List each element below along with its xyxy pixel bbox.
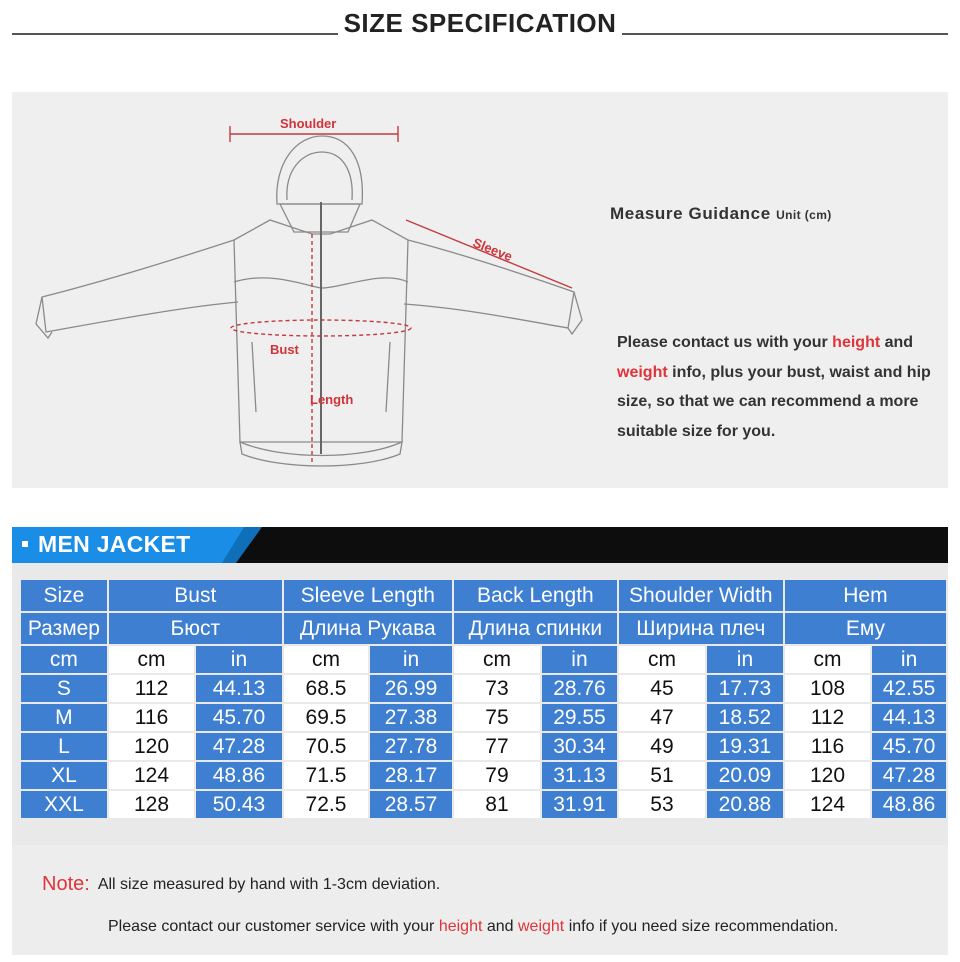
table-cell: 73 [453,674,541,703]
table-cell: 108 [784,674,871,703]
page-title: SIZE SPECIFICATION [338,8,623,38]
note-label: Note: [42,873,90,895]
table-cell: 45.70 [871,732,947,761]
size-cell: L [20,732,108,761]
col-header-hem-ru: Ему [784,612,947,645]
hood-inner [287,152,352,200]
table-cell: 28.17 [369,761,453,790]
col-header-size: Size [20,579,108,612]
men-jacket-banner [12,527,948,563]
table-cell: 29.55 [541,703,618,732]
table-cell: 27.78 [369,732,453,761]
table-cell: 30.34 [541,732,618,761]
table-cell: 72.5 [283,790,369,819]
unit-cell: in [706,645,784,674]
table-cell: 68.5 [283,674,369,703]
table-cell: 124 [784,790,871,819]
size-cell: M [20,703,108,732]
unit-cell: cm [108,645,195,674]
right-pocket [386,342,390,412]
size-cell: XXL [20,790,108,819]
sleeve-label: Sleeve [470,234,515,265]
shoulder-label: Shoulder [280,116,337,131]
table-cell: 116 [784,732,871,761]
table-cell: 28.76 [541,674,618,703]
unit-cell: in [369,645,453,674]
note-line-2 [108,918,838,936]
size-table [19,578,948,820]
guidance-text-p2: and [880,334,914,351]
guidance-text-p3: info, plus your bust, waist and hip size, so that we can recommend a more suitable size for you. [617,363,931,440]
table-cell: 44.13 [871,703,947,732]
table-cell: 42.55 [871,674,947,703]
size-table-area [12,563,948,845]
col-header-back-ru: Длина спинки [453,612,618,645]
notes-panel [12,845,948,955]
header-row-ru [20,612,947,645]
table-cell: 48.86 [195,761,283,790]
unit-cell: cm [618,645,706,674]
col-header-sleeve-ru: Длина Рукава [283,612,453,645]
table-cell: 20.88 [706,790,784,819]
col-header-sleeve: Sleeve Length [283,579,453,612]
guidance-text-p1: Please contact us with your [617,334,833,351]
table-cell: 28.57 [369,790,453,819]
note-text-2a: Please contact our customer service with your [108,918,439,935]
table-cell: 31.91 [541,790,618,819]
table-cell: 47.28 [871,761,947,790]
size-cell: S [20,674,108,703]
table-cell: 18.52 [706,703,784,732]
unit-cell: in [541,645,618,674]
col-header-back: Back Length [453,579,618,612]
note-line-1 [42,873,440,896]
unit-cell: cm [283,645,369,674]
table-cell: 45 [618,674,706,703]
length-label: Length [310,392,354,407]
table-cell: 26.99 [369,674,453,703]
unit-cell: cm [453,645,541,674]
table-cell: 20.09 [706,761,784,790]
unit-cell: in [195,645,283,674]
left-pocket [252,342,256,412]
table-cell: 69.5 [283,703,369,732]
guidance-height: height [832,334,881,351]
col-header-size-ru: Размер [20,612,108,645]
bust-label: Bust [270,342,299,357]
col-header-shoulder-ru: Ширина плеч [618,612,784,645]
table-cell: 71.5 [283,761,369,790]
table-cell: 27.38 [369,703,453,732]
table-cell: 48.86 [871,790,947,819]
table-cell: 45.70 [195,703,283,732]
unit-cell: cm [20,645,108,674]
table-cell: 112 [108,674,195,703]
table-cell: 70.5 [283,732,369,761]
table-cell: 47 [618,703,706,732]
guidance-unit: Unit (cm) [776,208,832,222]
table-cell: 120 [108,732,195,761]
table-cell: 75 [453,703,541,732]
table-cell: 31.13 [541,761,618,790]
note-text-2c: info if you need size recommendation. [564,918,839,935]
unit-cell: cm [784,645,871,674]
note-text-2b: and [482,918,518,935]
table-cell: 49 [618,732,706,761]
table-cell: 128 [108,790,195,819]
size-cell: XL [20,761,108,790]
guidance-title [610,204,832,224]
banner-title: MEN JACKET [38,531,191,557]
left-sleeve [42,240,238,332]
table-row [20,761,947,790]
table-cell: 17.73 [706,674,784,703]
col-header-shoulder: Shoulder Width [618,579,784,612]
units-row [20,645,947,674]
table-cell: 112 [784,703,871,732]
table-cell: 47.28 [195,732,283,761]
guidance-text [617,328,937,446]
table-cell: 50.43 [195,790,283,819]
table-row [20,674,947,703]
table-cell: 51 [618,761,706,790]
header-row-en [20,579,947,612]
table-row [20,732,947,761]
table-cell: 81 [453,790,541,819]
col-header-hem: Hem [784,579,947,612]
col-header-bust: Bust [108,579,283,612]
col-header-bust-ru: Бюст [108,612,283,645]
table-cell: 79 [453,761,541,790]
hood-outline [277,136,363,204]
table-cell: 116 [108,703,195,732]
table-row [20,703,947,732]
guidance-weight: weight [617,363,668,381]
unit-cell: in [871,645,947,674]
table-cell: 77 [453,732,541,761]
size-spec-header [12,0,948,50]
guidance-heading: Measure Guidance [610,204,771,223]
note-weight: weight [518,918,565,935]
bullet-icon [22,541,28,547]
measure-guidance-panel [12,92,948,488]
table-row [20,790,947,819]
table-cell: 120 [784,761,871,790]
note-height: height [438,918,483,935]
table-cell: 124 [108,761,195,790]
table-cell: 53 [618,790,706,819]
table-cell: 44.13 [195,674,283,703]
note-text-1: All size measured by hand with 1-3cm deviation. [97,876,441,893]
table-cell: 19.31 [706,732,784,761]
